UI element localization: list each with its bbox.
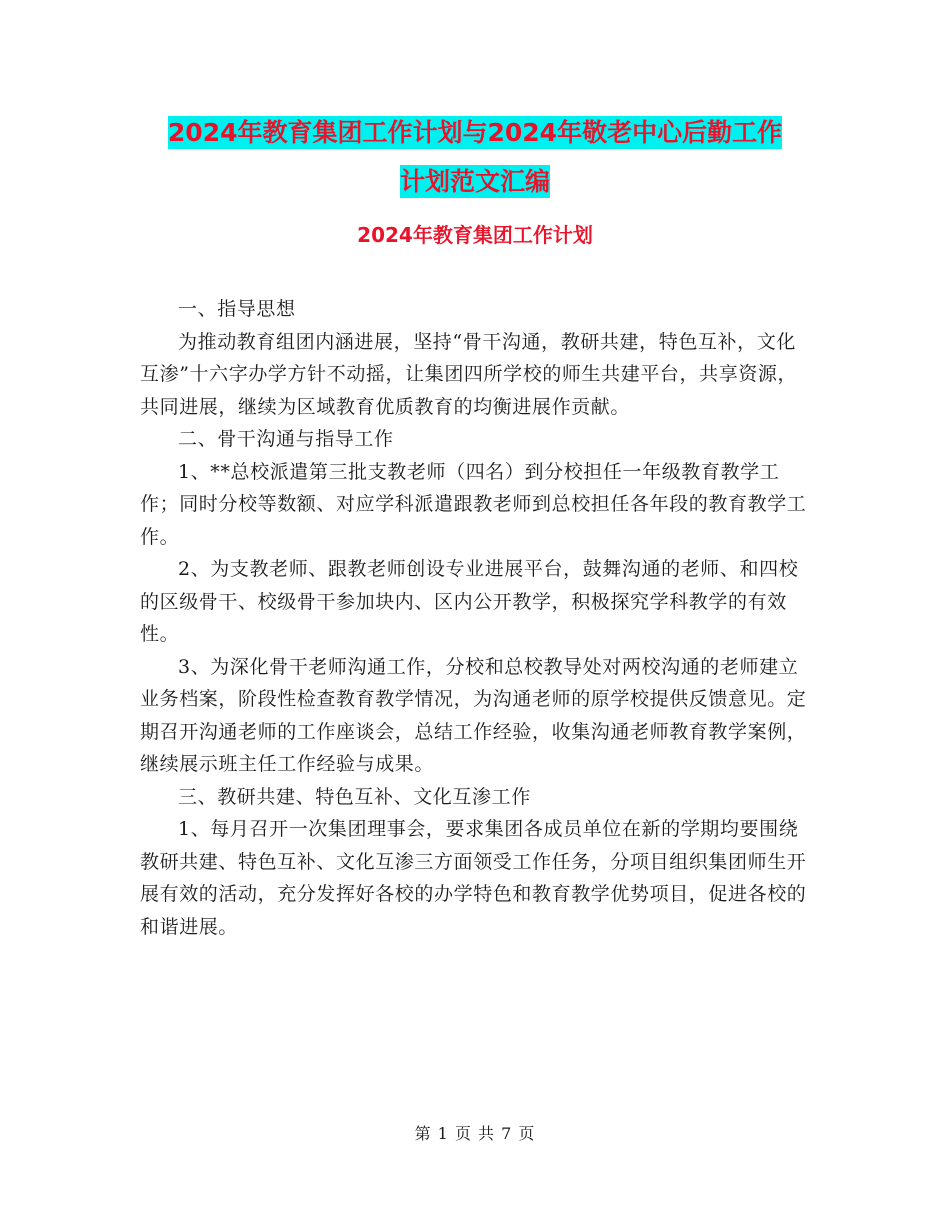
paragraph: 3、为深化骨干老师沟通工作，分校和总校教导处对两校沟通的老师建立业务档案，阶段性检查教育教学情况，为沟通老师的原学校提供反馈意见。定期召开沟通老师的工作座谈会，总结工作经验，收集沟通老师教育教学案例，继续展示班主任工作经验与成果。 <box>140 655 807 775</box>
heading-backbone-exchange: 二、骨干沟通与指导工作 <box>178 428 394 450</box>
paragraph: 为推动教育组团内涵进展，坚持“骨干沟通，教研共建，特色互补，文化互渗”十六字办学方针不动摇，让集团四所学校的师生共建平台，共享资源，共同进展，继续为区域教育优质教育的均衡进展作贡献。 <box>140 330 798 418</box>
document-body <box>140 293 808 943</box>
paragraph: 1、**总校派遣第三批支教老师（四名）到分校担任一年级教育教学工作；同时分校等数额、对应学科派遣跟教老师到总校担任各年段的教育教学工作。 <box>140 460 807 548</box>
section-title: 2024年教育集团工作计划 <box>357 223 593 247</box>
paragraph: 1、每月召开一次集团理事会，要求集团各成员单位在新的学期均要围绕教研共建、特色互补、文化互渗三方面领受工作任务，分项目组织集团师生开展有效的活动，充分发挥好各校的办学特色和教育教学优势项目，促进各校的和谐进展。 <box>140 818 807 938</box>
heading-teaching-research: 三、教研共建、特色互补、文化互渗工作 <box>178 785 531 808</box>
document-title-line-2: 计划范文汇编 <box>399 167 550 196</box>
document-title <box>140 108 810 206</box>
page-number-footer: 第 1 页 共 7 页 <box>414 1124 536 1143</box>
heading-guiding-thought: 一、指导思想 <box>178 298 296 320</box>
document-title-line-1: 2024年教育集团工作计划与2024年敬老中心后勤工作 <box>167 118 783 147</box>
paragraph: 2、为支教老师、跟教老师创设专业进展平台，鼓舞沟通的老师、和四校的区级骨干、校级骨干参加块内、区内公开教学，积极探究学科教学的有效性。 <box>140 558 799 645</box>
